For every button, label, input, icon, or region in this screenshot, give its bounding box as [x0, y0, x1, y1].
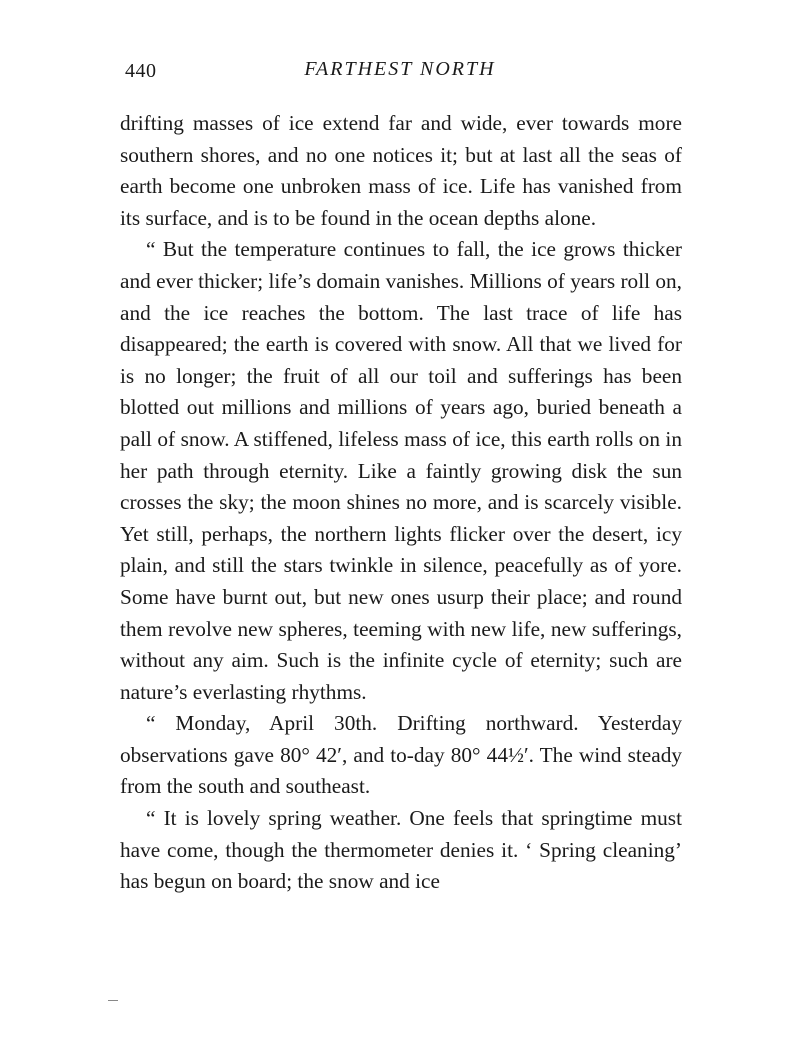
page-header: [120, 58, 680, 88]
paragraph-continuation: drifting masses of ice extend far and wide, ever towards more southern shores, and no one notices it; but at last all the seas of earth become one unbroken mass of ice. Life has vanished from its surface, and is to be found in the ocean depths alone.: [120, 111, 682, 230]
body-text: [120, 108, 682, 898]
page-edge-mark: [108, 1000, 118, 1001]
paragraph-spring-weather: “ It is lovely spring weather. One feels that springtime must have come, though the thermometer denies it. ‘ Spring cleaning’ has begun on board; the snow and ice: [120, 806, 682, 894]
page-number: 440: [125, 60, 157, 82]
running-title: FARTHEST NORTH: [304, 58, 496, 80]
paragraph-temperature: “ But the temperature continues to fall, the ice grows thicker and ever thicker; life’s domain vanishes. Millions of years roll on, and the ice reaches the bottom. The last trace of life has disappeared; the earth is covered with snow. All that we lived for is no longer; the fruit of all our toil and sufferings has been blotted out millions and millions of years ago, buried beneath a pall of snow. A stiffened, lifeless mass of ice, this earth rolls on in her path through eternity. Like a faintly growing disk the sun crosses the sky; the moon shines no more, and is scarcely visible. Yet still, perhaps, the northern lights flicker over the desert, icy plain, and still the stars twinkle in silence, peacefully as of yore. Some have burnt out, but new ones usurp their place; and round them revolve new spheres, teeming with new life, new sufferings, without any aim. Such is the infinite cycle of eternity; such are nature’s everlasting rhythms.: [120, 237, 682, 704]
paragraph-diary-entry: “ Monday, April 30th. Drifting northward. Yesterday observations gave 80° 42′, and to-day 80° 44½′. The wind steady from the south and southeast.: [120, 711, 682, 799]
